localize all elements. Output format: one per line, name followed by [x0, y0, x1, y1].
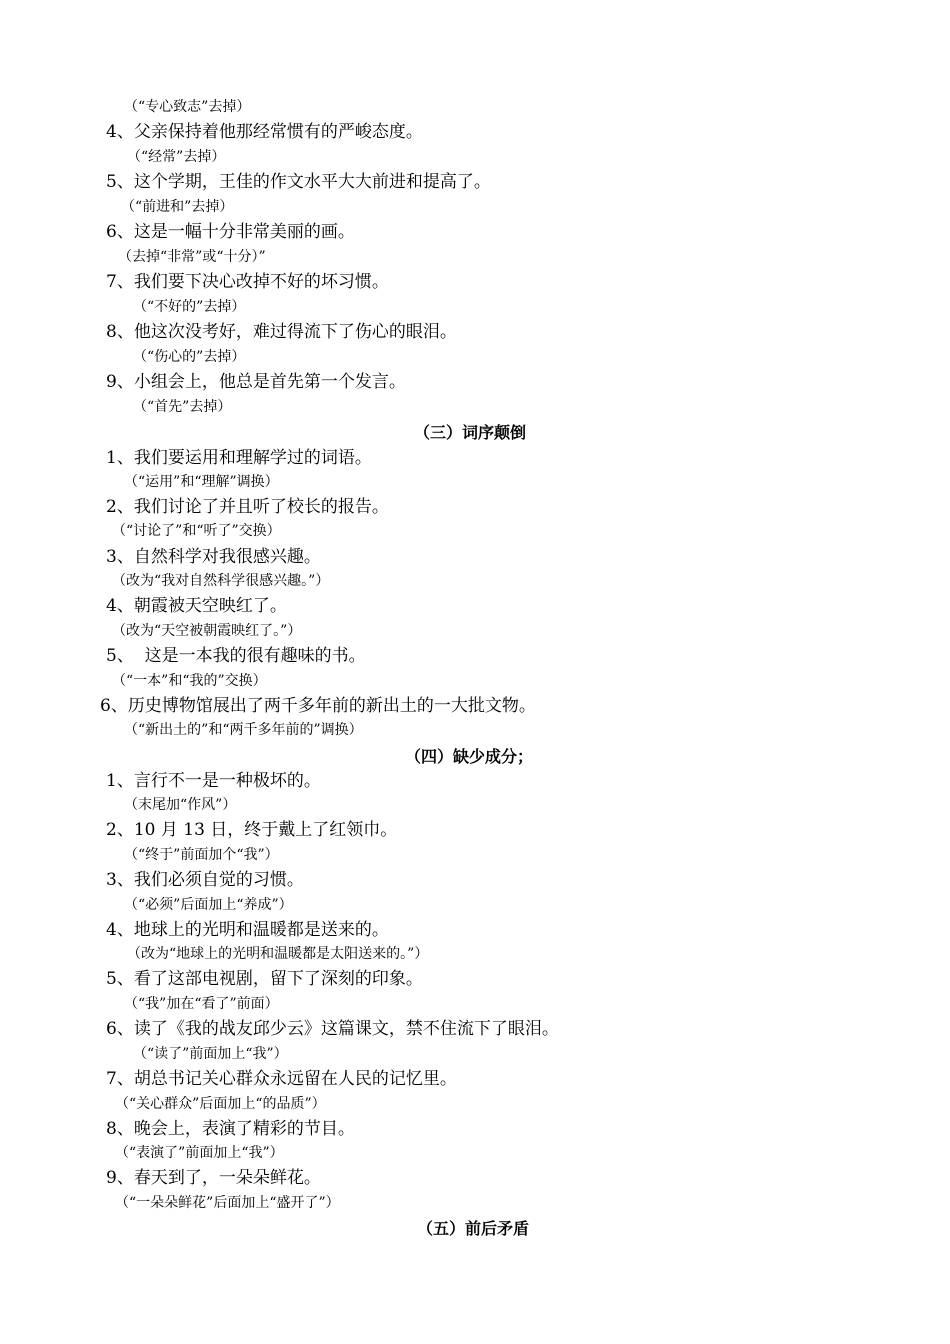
correction-note: （“伤心的”去掉） — [133, 349, 246, 365]
correction-note: （“终于”前面加个“我”） — [124, 847, 279, 863]
sentence-item: 7、我们要下决心改掉不好的坏习惯。 — [106, 272, 389, 292]
correction-note: （“必须”后面加上“养成”） — [124, 897, 293, 913]
sentence-item: 3、我们必须自觉的习惯。 — [106, 870, 304, 890]
correction-note: （改为“天空被朝霞映红了。”） — [112, 623, 302, 639]
section-heading: （五）前后矛盾 — [417, 1219, 530, 1238]
sentence-item: 7、胡总书记关心群众永远留在人民的记忆里。 — [106, 1069, 457, 1089]
sentence-item: 2、我们讨论了并且听了校长的报告。 — [106, 497, 389, 517]
correction-note: （改为“地球上的光明和温暖都是太阳送来的。”） — [127, 946, 429, 962]
correction-note: （“新出土的”和“两千多年前的”调换） — [124, 722, 363, 738]
correction-note: （“一朵朵鲜花”后面加上“盛开了”） — [115, 1195, 340, 1211]
correction-note: （改为“我对自然科学很感兴趣。”） — [112, 573, 330, 589]
sentence-item: 8、晚会上，表演了精彩的节目。 — [106, 1119, 355, 1139]
correction-note: （“读了”前面加上“我”） — [133, 1046, 288, 1062]
correction-note: （“运用”和“理解”调换） — [124, 474, 279, 490]
correction-note: （“关心群众”后面加上“的品质”） — [115, 1096, 326, 1112]
sentence-item: 6、历史博物馆展出了两千多年前的新出土的一大批文物。 — [100, 696, 536, 716]
section-heading: （三）词序颠倒 — [414, 423, 527, 442]
sentence-item: 4、朝霞被天空映红了。 — [106, 596, 287, 616]
correction-note: （“我”加在“看了”前面） — [124, 996, 279, 1012]
sentence-item: 4、地球上的光明和温暖都是送来的。 — [106, 920, 389, 940]
correction-note: （“专心致志”去掉） — [124, 99, 251, 115]
sentence-item: 9、春天到了，一朵朵鲜花。 — [106, 1168, 321, 1188]
correction-note: （去掉“非常”或“十分）” — [118, 249, 266, 265]
sentence-item: 5、看了这部电视剧，留下了深刻的印象。 — [106, 969, 423, 989]
correction-note: （“一本”和“我的”交换） — [112, 673, 267, 689]
sentence-item: 6、这是一幅十分非常美丽的画。 — [106, 222, 355, 242]
sentence-item: 5、 这是一本我的很有趣味的书。 — [106, 646, 366, 666]
correction-note: （“前进和”去掉） — [121, 199, 234, 215]
correction-note: （“不好的”去掉） — [133, 299, 246, 315]
sentence-item: 3、自然科学对我很感兴趣。 — [106, 547, 321, 567]
correction-note: （“讨论了”和“听了”交换） — [112, 523, 281, 539]
sentence-item: 9、小组会上，他总是首先第一个发言。 — [106, 372, 406, 392]
sentence-item: 4、父亲保持着他那经常惯有的严峻态度。 — [106, 122, 423, 142]
correction-note: （“表演了”前面加上“我”） — [115, 1145, 284, 1161]
sentence-item: 8、他这次没考好，难过得流下了伤心的眼泪。 — [106, 322, 457, 342]
sentence-item: 1、我们要运用和理解学过的词语。 — [106, 448, 372, 468]
sentence-item: 6、读了《我的战友邱少云》这篇课文，禁不住流下了眼泪。 — [106, 1019, 559, 1039]
correction-note: （“首先”去掉） — [133, 399, 232, 415]
sentence-item: 1、言行不一是一种极坏的。 — [106, 771, 321, 791]
section-heading: （四）缺少成分； — [405, 747, 534, 766]
sentence-item: 2、10 月 13 日，终于戴上了红领巾。 — [106, 820, 398, 840]
sentence-item: 5、这个学期，王佳的作文水平大大前进和提高了。 — [106, 172, 491, 192]
correction-note: （“经常”去掉） — [127, 149, 226, 165]
correction-note: （末尾加“作风”） — [124, 797, 237, 813]
